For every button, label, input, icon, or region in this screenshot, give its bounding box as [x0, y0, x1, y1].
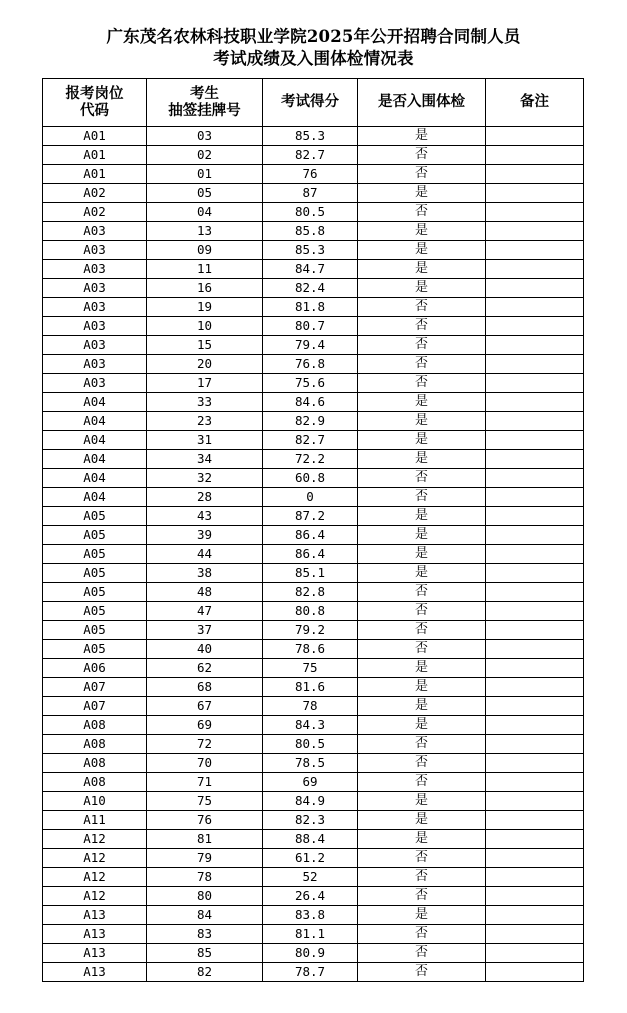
cell-remarks — [486, 830, 584, 849]
table-row — [43, 146, 584, 165]
cell-position-code: A05 — [43, 640, 147, 659]
cell-remarks — [486, 146, 584, 165]
header-position-code-line1: 报考岗位 — [65, 85, 124, 102]
header-shortlisted-label: 是否入围体检 — [378, 94, 465, 110]
cell-score: 76 — [263, 165, 358, 184]
cell-position-code: A05 — [43, 545, 147, 564]
cell-score: 60.8 — [263, 469, 358, 488]
cell-draw-number: 23 — [147, 412, 263, 431]
header-shortlisted — [358, 79, 486, 127]
cell-remarks — [486, 317, 584, 336]
cell-score: 81.1 — [263, 925, 358, 944]
cell-score: 79.2 — [263, 621, 358, 640]
cell-shortlisted: 是 — [358, 412, 486, 431]
cell-position-code: A03 — [43, 298, 147, 317]
cell-shortlisted: 是 — [358, 716, 486, 735]
header-position-code-line2: 代码 — [80, 102, 109, 119]
cell-position-code: A13 — [43, 963, 147, 982]
cell-shortlisted: 否 — [358, 374, 486, 393]
cell-shortlisted: 是 — [358, 545, 486, 564]
cell-position-code: A04 — [43, 431, 147, 450]
cell-score: 81.6 — [263, 678, 358, 697]
table-row — [43, 773, 584, 792]
cell-score: 85.8 — [263, 222, 358, 241]
table-row — [43, 849, 584, 868]
cell-shortlisted: 是 — [358, 241, 486, 260]
table-row — [43, 792, 584, 811]
cell-shortlisted: 否 — [358, 583, 486, 602]
cell-position-code: A02 — [43, 184, 147, 203]
cell-position-code: A03 — [43, 355, 147, 374]
cell-remarks — [486, 678, 584, 697]
results-table — [42, 78, 584, 982]
cell-position-code: A03 — [43, 317, 147, 336]
cell-draw-number: 85 — [147, 944, 263, 963]
table-row — [43, 602, 584, 621]
table-row — [43, 621, 584, 640]
cell-position-code: A11 — [43, 811, 147, 830]
cell-score: 87.2 — [263, 507, 358, 526]
cell-remarks — [486, 925, 584, 944]
cell-draw-number: 38 — [147, 564, 263, 583]
cell-shortlisted: 否 — [358, 336, 486, 355]
table-row — [43, 203, 584, 222]
cell-score: 78 — [263, 697, 358, 716]
table-row — [43, 450, 584, 469]
table-row — [43, 830, 584, 849]
table-row — [43, 127, 584, 146]
cell-score: 80.9 — [263, 944, 358, 963]
table-row — [43, 317, 584, 336]
cell-position-code: A12 — [43, 887, 147, 906]
cell-remarks — [486, 659, 584, 678]
cell-position-code: A03 — [43, 241, 147, 260]
cell-score: 75 — [263, 659, 358, 678]
header-remarks-label: 备注 — [520, 94, 549, 110]
cell-draw-number: 62 — [147, 659, 263, 678]
cell-score: 80.5 — [263, 203, 358, 222]
cell-shortlisted: 否 — [358, 735, 486, 754]
cell-position-code: A13 — [43, 925, 147, 944]
cell-remarks — [486, 526, 584, 545]
cell-score: 52 — [263, 868, 358, 887]
table-row — [43, 887, 584, 906]
cell-shortlisted: 是 — [358, 184, 486, 203]
cell-draw-number: 19 — [147, 298, 263, 317]
cell-remarks — [486, 260, 584, 279]
cell-position-code: A04 — [43, 469, 147, 488]
cell-score: 85.3 — [263, 127, 358, 146]
cell-shortlisted: 否 — [358, 146, 486, 165]
cell-remarks — [486, 602, 584, 621]
cell-score: 78.6 — [263, 640, 358, 659]
table-row — [43, 298, 584, 317]
cell-shortlisted: 是 — [358, 811, 486, 830]
cell-position-code: A08 — [43, 754, 147, 773]
table-row — [43, 963, 584, 982]
cell-remarks — [486, 241, 584, 260]
cell-remarks — [486, 716, 584, 735]
cell-draw-number: 82 — [147, 963, 263, 982]
title-line-2: 考试成绩及入围体检情况表 — [213, 49, 414, 68]
cell-shortlisted: 否 — [358, 355, 486, 374]
cell-position-code: A01 — [43, 165, 147, 184]
table-header-row — [43, 79, 584, 127]
cell-score: 86.4 — [263, 545, 358, 564]
cell-remarks — [486, 545, 584, 564]
cell-shortlisted: 否 — [358, 868, 486, 887]
cell-draw-number: 03 — [147, 127, 263, 146]
cell-draw-number: 37 — [147, 621, 263, 640]
cell-position-code: A04 — [43, 412, 147, 431]
cell-remarks — [486, 374, 584, 393]
cell-shortlisted: 是 — [358, 507, 486, 526]
cell-score: 80.7 — [263, 317, 358, 336]
cell-shortlisted: 是 — [358, 830, 486, 849]
table-row — [43, 868, 584, 887]
cell-position-code: A12 — [43, 830, 147, 849]
cell-shortlisted: 否 — [358, 602, 486, 621]
title-line-1: 广东茂名农林科技职业学院2025年公开招聘合同制人员 — [106, 27, 521, 46]
cell-remarks — [486, 431, 584, 450]
cell-draw-number: 84 — [147, 906, 263, 925]
table-row — [43, 184, 584, 203]
cell-position-code: A04 — [43, 393, 147, 412]
cell-draw-number: 15 — [147, 336, 263, 355]
cell-score: 79.4 — [263, 336, 358, 355]
cell-score: 75.6 — [263, 374, 358, 393]
cell-position-code: A05 — [43, 564, 147, 583]
table-row — [43, 754, 584, 773]
cell-score: 83.8 — [263, 906, 358, 925]
cell-draw-number: 16 — [147, 279, 263, 298]
cell-score: 84.3 — [263, 716, 358, 735]
cell-remarks — [486, 792, 584, 811]
cell-position-code: A05 — [43, 621, 147, 640]
table-row — [43, 355, 584, 374]
cell-shortlisted: 是 — [358, 222, 486, 241]
cell-score: 86.4 — [263, 526, 358, 545]
table-row — [43, 336, 584, 355]
cell-position-code: A07 — [43, 678, 147, 697]
table-row — [43, 678, 584, 697]
table-row — [43, 222, 584, 241]
cell-draw-number: 69 — [147, 716, 263, 735]
cell-shortlisted: 是 — [358, 260, 486, 279]
cell-remarks — [486, 279, 584, 298]
cell-score: 82.9 — [263, 412, 358, 431]
cell-draw-number: 33 — [147, 393, 263, 412]
cell-shortlisted: 否 — [358, 773, 486, 792]
cell-score: 84.7 — [263, 260, 358, 279]
cell-remarks — [486, 963, 584, 982]
cell-draw-number: 31 — [147, 431, 263, 450]
cell-position-code: A03 — [43, 222, 147, 241]
cell-remarks — [486, 621, 584, 640]
cell-draw-number: 09 — [147, 241, 263, 260]
cell-draw-number: 78 — [147, 868, 263, 887]
cell-remarks — [486, 564, 584, 583]
header-score — [263, 79, 358, 127]
cell-score: 80.8 — [263, 602, 358, 621]
page-title — [0, 26, 627, 70]
cell-score: 0 — [263, 488, 358, 507]
cell-score: 72.2 — [263, 450, 358, 469]
table-row — [43, 412, 584, 431]
cell-position-code: A01 — [43, 127, 147, 146]
cell-score: 82.8 — [263, 583, 358, 602]
cell-position-code: A03 — [43, 336, 147, 355]
cell-position-code: A04 — [43, 450, 147, 469]
cell-remarks — [486, 298, 584, 317]
cell-remarks — [486, 469, 584, 488]
cell-draw-number: 48 — [147, 583, 263, 602]
cell-draw-number: 13 — [147, 222, 263, 241]
cell-remarks — [486, 773, 584, 792]
cell-shortlisted: 否 — [358, 963, 486, 982]
cell-shortlisted: 是 — [358, 697, 486, 716]
table-row — [43, 906, 584, 925]
cell-shortlisted: 否 — [358, 165, 486, 184]
cell-shortlisted: 是 — [358, 678, 486, 697]
cell-remarks — [486, 393, 584, 412]
cell-score: 85.3 — [263, 241, 358, 260]
cell-position-code: A07 — [43, 697, 147, 716]
header-draw-number — [147, 79, 263, 127]
cell-remarks — [486, 507, 584, 526]
cell-shortlisted: 否 — [358, 488, 486, 507]
table-row — [43, 925, 584, 944]
cell-draw-number: 34 — [147, 450, 263, 469]
table-row — [43, 488, 584, 507]
cell-remarks — [486, 868, 584, 887]
cell-position-code: A03 — [43, 374, 147, 393]
table-row — [43, 583, 584, 602]
header-draw-number-line1: 考生 — [190, 85, 219, 102]
cell-draw-number: 71 — [147, 773, 263, 792]
cell-draw-number: 20 — [147, 355, 263, 374]
table-row — [43, 735, 584, 754]
cell-position-code: A12 — [43, 849, 147, 868]
cell-draw-number: 17 — [147, 374, 263, 393]
cell-position-code: A05 — [43, 526, 147, 545]
header-position-code — [43, 79, 147, 127]
cell-remarks — [486, 355, 584, 374]
table-row — [43, 659, 584, 678]
cell-shortlisted: 否 — [358, 944, 486, 963]
cell-shortlisted: 否 — [358, 621, 486, 640]
table-row — [43, 716, 584, 735]
table-row — [43, 260, 584, 279]
cell-shortlisted: 是 — [358, 431, 486, 450]
cell-position-code: A05 — [43, 583, 147, 602]
cell-shortlisted: 否 — [358, 887, 486, 906]
cell-score: 84.6 — [263, 393, 358, 412]
header-remarks — [486, 79, 584, 127]
cell-shortlisted: 是 — [358, 792, 486, 811]
cell-shortlisted: 否 — [358, 640, 486, 659]
cell-remarks — [486, 336, 584, 355]
cell-draw-number: 81 — [147, 830, 263, 849]
cell-shortlisted: 是 — [358, 526, 486, 545]
table-row — [43, 279, 584, 298]
cell-position-code: A03 — [43, 260, 147, 279]
cell-shortlisted: 是 — [358, 906, 486, 925]
cell-draw-number: 75 — [147, 792, 263, 811]
table-row — [43, 241, 584, 260]
table-row — [43, 469, 584, 488]
cell-score: 87 — [263, 184, 358, 203]
cell-remarks — [486, 412, 584, 431]
cell-remarks — [486, 735, 584, 754]
cell-score: 82.7 — [263, 146, 358, 165]
cell-draw-number: 11 — [147, 260, 263, 279]
cell-score: 61.2 — [263, 849, 358, 868]
cell-remarks — [486, 811, 584, 830]
cell-draw-number: 79 — [147, 849, 263, 868]
cell-shortlisted: 否 — [358, 754, 486, 773]
cell-draw-number: 40 — [147, 640, 263, 659]
cell-remarks — [486, 184, 584, 203]
cell-remarks — [486, 488, 584, 507]
cell-shortlisted: 是 — [358, 564, 486, 583]
cell-score: 82.3 — [263, 811, 358, 830]
table-row — [43, 393, 584, 412]
cell-draw-number: 70 — [147, 754, 263, 773]
cell-shortlisted: 是 — [358, 659, 486, 678]
table-row — [43, 165, 584, 184]
cell-remarks — [486, 754, 584, 773]
cell-draw-number: 76 — [147, 811, 263, 830]
cell-remarks — [486, 165, 584, 184]
table-row — [43, 944, 584, 963]
cell-position-code: A08 — [43, 716, 147, 735]
cell-position-code: A08 — [43, 773, 147, 792]
cell-score: 26.4 — [263, 887, 358, 906]
cell-draw-number: 47 — [147, 602, 263, 621]
header-score-label: 考试得分 — [281, 94, 339, 110]
cell-remarks — [486, 640, 584, 659]
cell-remarks — [486, 697, 584, 716]
cell-draw-number: 83 — [147, 925, 263, 944]
cell-remarks — [486, 849, 584, 868]
cell-draw-number: 05 — [147, 184, 263, 203]
header-draw-number-line2: 抽签挂牌号 — [168, 102, 241, 119]
cell-shortlisted: 是 — [358, 450, 486, 469]
cell-shortlisted: 否 — [358, 203, 486, 222]
cell-remarks — [486, 906, 584, 925]
table-row — [43, 640, 584, 659]
cell-shortlisted: 否 — [358, 317, 486, 336]
cell-remarks — [486, 887, 584, 906]
cell-score: 85.1 — [263, 564, 358, 583]
cell-position-code: A10 — [43, 792, 147, 811]
table-row — [43, 431, 584, 450]
cell-remarks — [486, 583, 584, 602]
cell-score: 88.4 — [263, 830, 358, 849]
cell-position-code: A03 — [43, 279, 147, 298]
table-body — [43, 127, 584, 982]
cell-remarks — [486, 127, 584, 146]
cell-position-code: A02 — [43, 203, 147, 222]
cell-score: 78.5 — [263, 754, 358, 773]
cell-score: 80.5 — [263, 735, 358, 754]
cell-score: 78.7 — [263, 963, 358, 982]
cell-draw-number: 44 — [147, 545, 263, 564]
cell-position-code: A06 — [43, 659, 147, 678]
cell-position-code: A12 — [43, 868, 147, 887]
cell-draw-number: 02 — [147, 146, 263, 165]
cell-remarks — [486, 222, 584, 241]
table-row — [43, 526, 584, 545]
cell-score: 82.7 — [263, 431, 358, 450]
cell-shortlisted: 否 — [358, 925, 486, 944]
cell-draw-number: 80 — [147, 887, 263, 906]
cell-draw-number: 04 — [147, 203, 263, 222]
cell-draw-number: 72 — [147, 735, 263, 754]
cell-shortlisted: 否 — [358, 298, 486, 317]
cell-shortlisted: 是 — [358, 279, 486, 298]
cell-position-code: A05 — [43, 602, 147, 621]
cell-score: 76.8 — [263, 355, 358, 374]
cell-position-code: A01 — [43, 146, 147, 165]
cell-score: 84.9 — [263, 792, 358, 811]
table-row — [43, 564, 584, 583]
table-row — [43, 545, 584, 564]
cell-draw-number: 01 — [147, 165, 263, 184]
cell-draw-number: 10 — [147, 317, 263, 336]
table-row — [43, 811, 584, 830]
cell-remarks — [486, 944, 584, 963]
cell-draw-number: 28 — [147, 488, 263, 507]
cell-score: 81.8 — [263, 298, 358, 317]
cell-position-code: A13 — [43, 906, 147, 925]
cell-shortlisted: 否 — [358, 849, 486, 868]
table-row — [43, 374, 584, 393]
table-row — [43, 507, 584, 526]
cell-draw-number: 32 — [147, 469, 263, 488]
cell-position-code: A05 — [43, 507, 147, 526]
cell-remarks — [486, 450, 584, 469]
cell-remarks — [486, 203, 584, 222]
cell-score: 69 — [263, 773, 358, 792]
cell-draw-number: 68 — [147, 678, 263, 697]
cell-draw-number: 67 — [147, 697, 263, 716]
cell-shortlisted: 是 — [358, 393, 486, 412]
cell-shortlisted: 否 — [358, 469, 486, 488]
cell-score: 82.4 — [263, 279, 358, 298]
cell-draw-number: 43 — [147, 507, 263, 526]
table-row — [43, 697, 584, 716]
cell-position-code: A13 — [43, 944, 147, 963]
cell-shortlisted: 是 — [358, 127, 486, 146]
cell-position-code: A04 — [43, 488, 147, 507]
cell-draw-number: 39 — [147, 526, 263, 545]
cell-position-code: A08 — [43, 735, 147, 754]
